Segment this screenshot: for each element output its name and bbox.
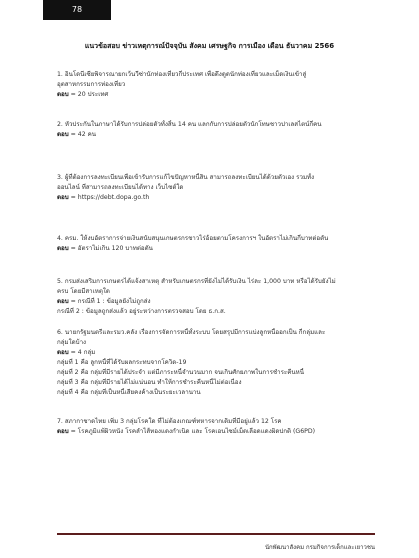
question-text <box>57 120 322 130</box>
question-line: 6. นายกรัฐมนตรีและรมว.คลัง เรื่องการจัดการหนี้ทั้งระบบ โดยสรุปมีการแบ่งลูกหนี้ออกเป็น กี่กลุ่มและ <box>57 329 326 336</box>
question-item <box>57 417 315 437</box>
question-line: 5. กรมส่งเสริมการเกษตรได้แจ้งสาเหตุ สำหรับเกษตรกรที่ยังไม่ได้รับเงิน ไร่ละ 1,000 บาท หรือได้รับยังไม่ <box>57 278 336 285</box>
question-line: 4. ครม. ให้งบอัตราการจ่ายเงินสนับสนุนเกษตรกรชาวไร่อ้อยตามโครงการฯ ในอัตราไม่เกินกี่บาทต่อตัน <box>57 235 329 242</box>
answer-label: ตอบ <box>57 428 69 435</box>
answer-line: กรณีที่ 2 : ข้อมูลถูกส่งแล้ว อยู่ระหว่างการตรวจสอบ โดย ธ.ก.ส. <box>57 308 226 315</box>
page-title: แนวข้อสอบ ข่าวเหตุการณ์ปัจจุบัน สังคม เศรษฐกิจ การเมือง เดือน ธันวาคม 2566 <box>84 42 335 50</box>
question-text <box>57 173 314 193</box>
answer-line: = กรณีที่ 1 : ข้อมูลยังไม่ถูกส่ง <box>70 298 151 305</box>
answer <box>57 130 322 140</box>
question-item <box>57 120 322 140</box>
answer-label: ตอบ <box>57 349 69 356</box>
question-line: 7. สภากาชาดไทย เพิ่ม 3 กลุ่มโรคใด ที่ไม่ต้องเกณฑ์ทหารจากเดิมที่มีอยู่แล้ว 12 โรค <box>57 418 282 425</box>
answer <box>57 90 306 100</box>
question-line: 1. อินโดนีเซียพิจารณายกเว้นวีซ่านักท่องเที่ยวกี่ประเทศ เพื่อดึงดูดนักท่องเที่ยวและเม็ดเงินเข้าสู่ <box>57 71 307 78</box>
answer <box>57 348 325 398</box>
answer <box>57 297 336 317</box>
question-text <box>57 70 306 90</box>
answer-line: กลุ่มที่ 1 คือ ลูกหนี้ที่ได้รับผลกระทบจากโควิด-19 <box>57 359 187 366</box>
answer-label: ตอบ <box>57 91 69 98</box>
answer-line: = 4 กลุ่ม <box>70 349 96 356</box>
answer-line: = อัตราไม่เกิน 120 บาทต่อตัน <box>70 245 153 252</box>
question-text <box>57 328 325 348</box>
answer-line: กลุ่มที่ 2 คือ กลุ่มที่มีรายได้ประจำ แต่มีภาระหนี้จำนวนมาก จนเกินศักยภาพในการชำระคืนหนี้ <box>57 369 304 376</box>
answer-line: = https://debt.dopa.go.th <box>70 194 150 201</box>
answer-line: = 42 คน <box>70 131 97 138</box>
answer-label: ตอบ <box>57 298 69 305</box>
question-line: อุตสาหกรรมการท่องเที่ยว <box>57 81 126 88</box>
question-line: ครบ โดยมีสาเหตุใด <box>57 288 110 295</box>
question-item <box>57 173 314 203</box>
footer-divider <box>57 533 375 535</box>
answer <box>57 193 314 203</box>
question-line: 2. หัวประกันในภาษาได้รับการปล่อยตัวทั้งสิ้น 14 คน แลกกับการปล่อยตัวนักโทษชาวปาเลสไตน์กี่คน <box>57 121 322 128</box>
answer-line: กลุ่มที่ 4 คือ กลุ่มที่เป็นหนี้เสียคงค้างเป็นระยะเวลานาน <box>57 389 201 396</box>
answer-label: ตอบ <box>57 245 69 252</box>
answer-line: = โรคภูมิแพ้ผิวหนัง โรคลำไส้ทองแดงกำเนิด และ โรคเอนไซม์เม็ดเลือดแดงผิดปกติ (G6PD) <box>70 428 316 435</box>
answer-line: กลุ่มที่ 3 คือ กลุ่มที่มีรายได้ไม่แน่นอน ทำให้การชำระคืนหนี้ไม่ต่อเนื่อง <box>57 379 242 386</box>
question-item <box>57 234 328 254</box>
question-item <box>57 328 325 398</box>
question-item <box>57 277 336 317</box>
question-line: 3. ผู้ที่ต้องการลงทะเบียนเพื่อเข้ารับการแก้ไขปัญหาหนี้สิน สามารถลงทะเบียนได้ด้วยตัวเอง รวมทั้ง <box>57 174 315 181</box>
footer-text: นักพัฒนาสังคม กรมกิจการเด็กและเยาวชน <box>264 544 375 551</box>
question-line: ออนไลน์ ที่สามารถลงทะเบียนได้ทาง เว็บไซต์ใด <box>57 184 184 191</box>
question-text <box>57 417 315 427</box>
answer <box>57 427 315 437</box>
question-item <box>57 70 306 100</box>
page-number-tab: 78 <box>43 0 111 20</box>
question-line: กลุ่มใดบ้าง <box>57 339 87 346</box>
answer-label: ตอบ <box>57 194 69 201</box>
question-text <box>57 234 328 244</box>
answer-line: = 20 ประเทศ <box>70 91 109 98</box>
question-text <box>57 277 336 297</box>
answer <box>57 244 328 254</box>
answer-label: ตอบ <box>57 131 69 138</box>
